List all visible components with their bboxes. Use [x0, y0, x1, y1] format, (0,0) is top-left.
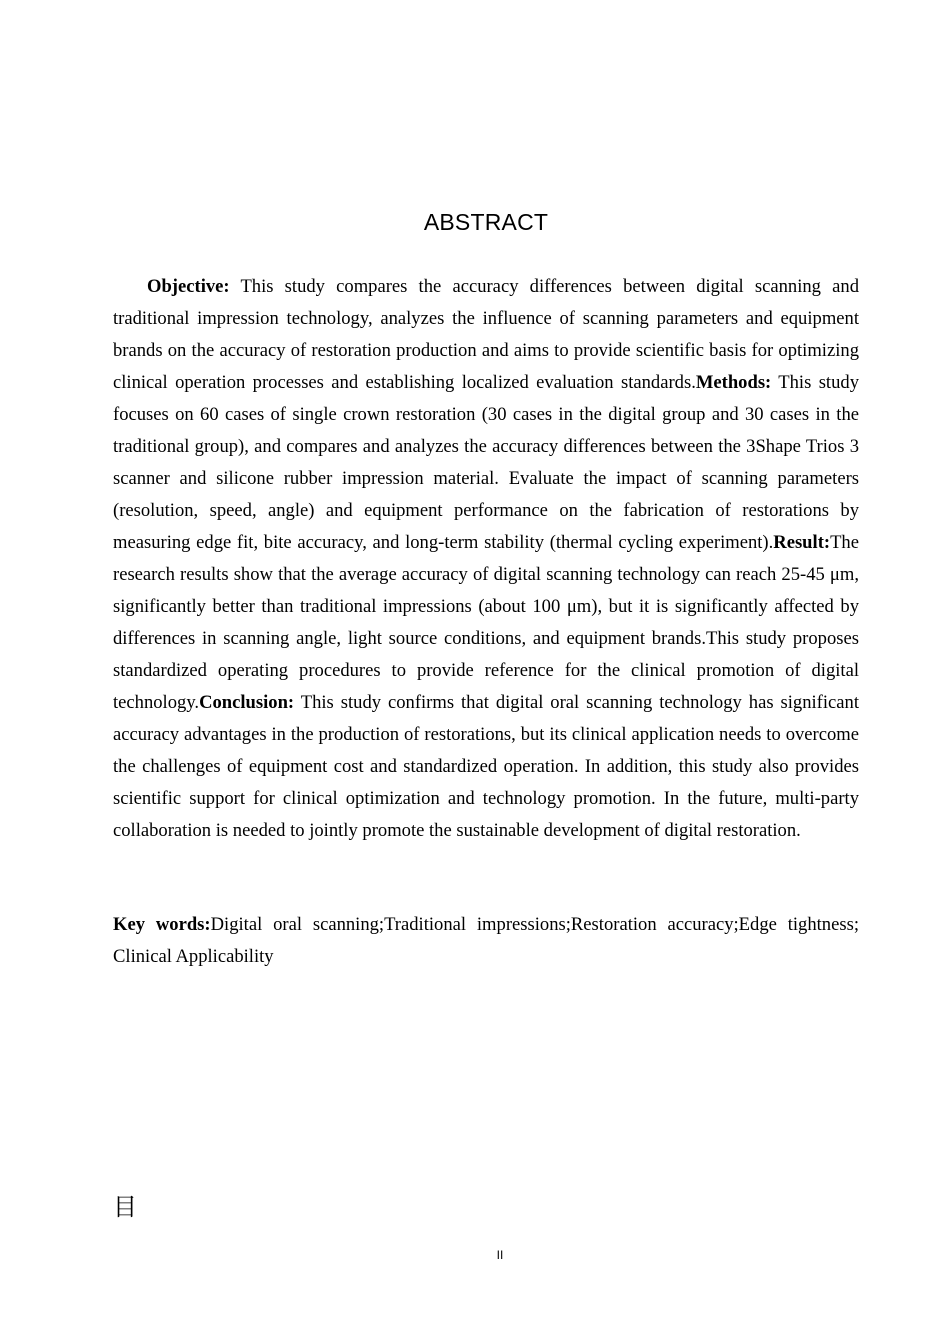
objective-text: This study compares the accuracy differences between digital scanning and traditional impression technology, analyzes the influence of scanning parameters and equipment brands on the accuracy of restoration production and aims to provide scientific basis for optimizing clinical operation processes and establishing localized evaluation standards. — [113, 276, 859, 393]
keywords-paragraph — [113, 909, 859, 973]
toc-heading-glyph: 目 — [113, 1193, 137, 1221]
result-label: Result: — [773, 532, 831, 553]
keywords-text: Digital oral scanning;Traditional impressions;Restoration accuracy;Edge tightness; Clinical Applicability — [113, 914, 859, 967]
page-number: II — [496, 1248, 504, 1262]
abstract-title: ABSTRACT — [423, 209, 549, 235]
abstract-body — [113, 271, 859, 847]
methods-text: This study focuses on 60 cases of single crown restoration (30 cases in the digital group and 30 cases in the traditional group), and compares and analyzes the accuracy differences between the 3Shape Trios 3 scanner and silicone rubber impression material. Evaluate the impact of scanning parameters (resolution, speed, angle) and equipment performance on the fabrication of restorations by measuring edge fit, bite accuracy, and long-term stability (thermal cycling experiment). — [113, 372, 859, 553]
keywords-label: Key words: — [113, 914, 211, 935]
objective-label: Objective: — [147, 276, 230, 297]
conclusion-label: Conclusion: — [199, 692, 295, 713]
result-text: The research results show that the average accuracy of digital scanning technology can reach 25-45 μm, significantly better than traditional impressions (about 100 μm), but it is significantly affected by differences in scanning angle, light source conditions, and equipment brands.This study proposes standardized operating procedures to provide reference for the clinical promotion of digital technology. — [113, 532, 859, 713]
methods-label: Methods: — [695, 372, 772, 393]
conclusion-text: This study confirms that digital oral scanning technology has significant accuracy advantages in the production of restorations, but its clinical application needs to overcome the challenges of equipment cost and standardized operation. In addition, this study also provides scientific support for clinical optimization and technology promotion. In the future, multi-party collaboration is needed to jointly promote the sustainable development of digital restoration. — [113, 692, 859, 841]
